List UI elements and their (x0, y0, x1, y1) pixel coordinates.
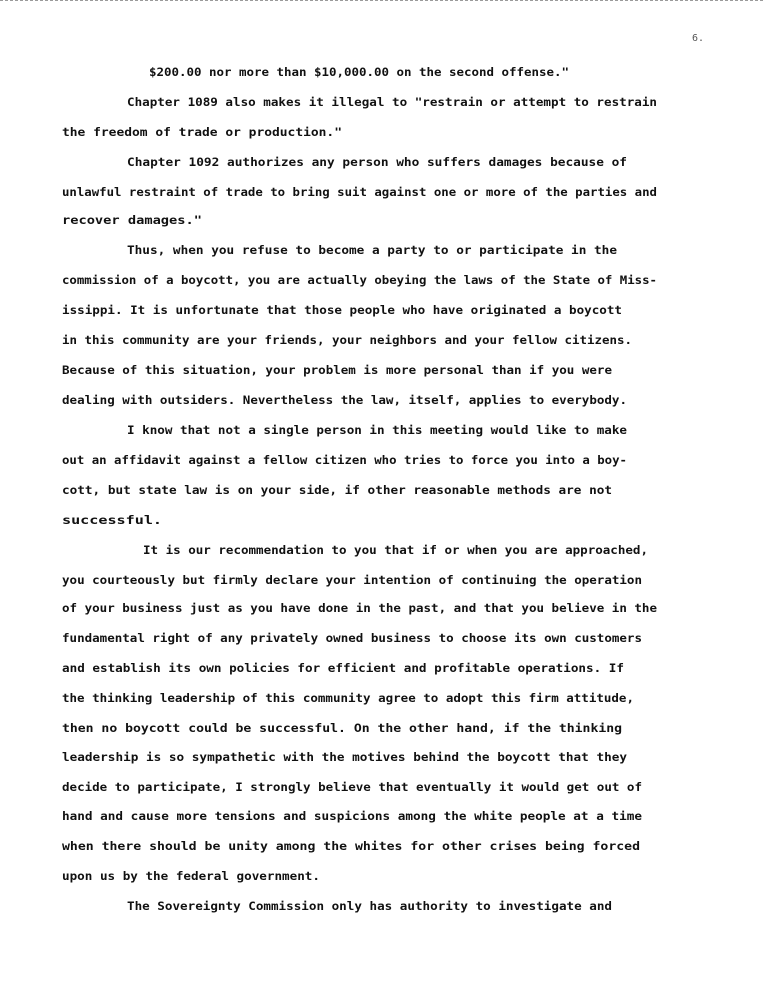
text-line: hand and cause more tensions and suspicions among the white people at a time (62, 810, 642, 823)
text-line: fundamental right of any privately owned business to choose its own customers (62, 632, 642, 645)
text-line: upon us by the federal government. (62, 870, 320, 883)
text-line: decide to participate, I strongly believe that eventually it would get out of (62, 781, 642, 794)
text-line: out an affidavit against a fellow citizen who tries to force you into a boy- (62, 454, 627, 467)
text-line: of your business just as you have done in the past, and that you believe in the (62, 602, 657, 615)
page-number: 6. (692, 33, 705, 44)
text-line: dealing with outsiders. Nevertheless the law, itself, applies to everybody. (62, 394, 627, 407)
text-line: and establish its own policies for efficient and profitable operations. If (62, 662, 624, 675)
text-line: successful. (62, 514, 162, 527)
text-line: cott, but state law is on your side, if other reasonable methods are not (62, 484, 612, 497)
text-line: recover damages." (62, 214, 202, 227)
text-line: Chapter 1089 also makes it illegal to "restrain or attempt to restrain (127, 96, 657, 109)
text-line: in this community are your friends, your neighbors and your fellow citizens. (62, 334, 632, 347)
text-line: Thus, when you refuse to become a party to or participate in the (127, 244, 617, 257)
text-line: you courteously but firmly declare your intention of continuing the operation (62, 574, 642, 587)
text-line: $200.00 nor more than $10,000.00 on the second offense." (149, 66, 569, 79)
page-top-border (0, 0, 763, 1)
text-line: The Sovereignty Commission only has authority to investigate and (127, 900, 612, 913)
text-line: Because of this situation, your problem is more personal than if you were (62, 364, 612, 377)
text-line: commission of a boycott, you are actually obeying the laws of the State of Miss- (62, 274, 657, 287)
text-line: the thinking leadership of this community agree to adopt this firm attitude, (62, 692, 634, 705)
text-line: unlawful restraint of trade to bring suit against one or more of the parties and (62, 186, 657, 199)
text-line: I know that not a single person in this meeting would like to make (127, 424, 627, 437)
text-line: It is our recommendation to you that if or when you are approached, (143, 544, 648, 557)
text-line: the freedom of trade or production." (62, 126, 342, 139)
text-line: issippi. It is unfortunate that those people who have originated a boycott (62, 304, 622, 317)
text-line: when there should be unity among the whites for other crises being forced (62, 840, 640, 853)
text-line: Chapter 1092 authorizes any person who suffers damages because of (127, 156, 627, 169)
text-line: then no boycott could be successful. On the other hand, if the thinking (62, 722, 622, 735)
text-line: leadership is so sympathetic with the motives behind the boycott that they (62, 751, 627, 764)
